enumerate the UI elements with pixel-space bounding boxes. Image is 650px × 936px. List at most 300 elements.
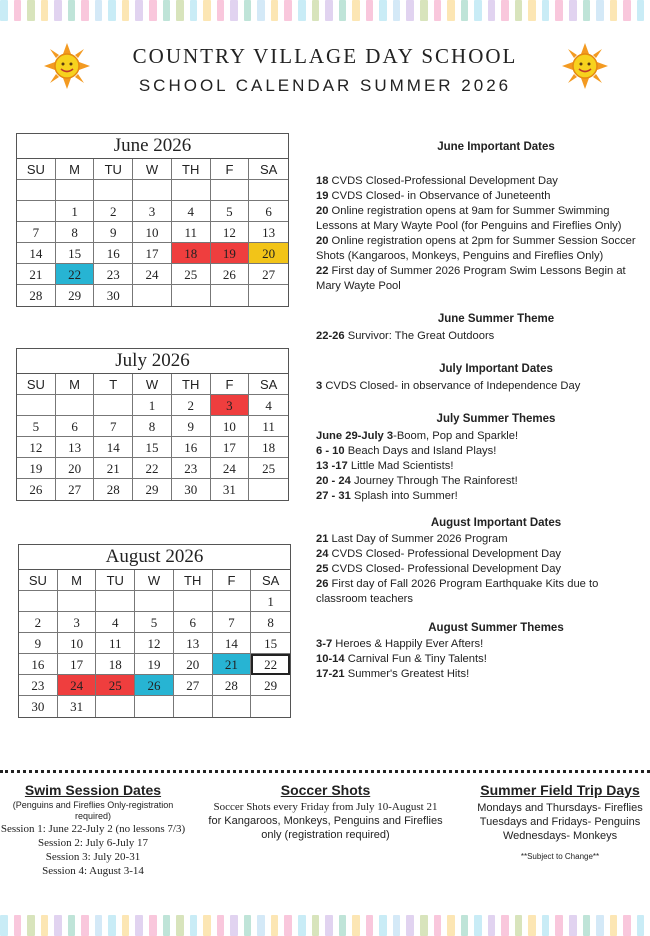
august-dates-heading: August Important Dates: [430, 517, 562, 529]
stripe-swatch: [637, 915, 645, 936]
date-entry-number: June 29-July 3: [316, 430, 394, 442]
date-entry-text: Beach Days and Island Plays!: [344, 445, 497, 457]
june-dates-list: [316, 174, 646, 294]
calendar-day: 20: [174, 654, 213, 675]
stripe-swatch: [501, 915, 509, 936]
date-entry-text: First day of Fall 2026 Program Earthquake Kits due to classroom teachers: [316, 578, 599, 605]
stripe-swatch: [41, 915, 49, 936]
calendar-day: 20: [56, 458, 95, 479]
date-entry: [316, 204, 646, 234]
stripe-swatch: [230, 915, 238, 936]
stripe-swatch: [596, 0, 604, 21]
stripe-swatch: [352, 915, 360, 936]
calendar-day: 26: [211, 264, 250, 285]
calendar-day: 15: [133, 437, 172, 458]
calendar-empty-cell: [17, 201, 56, 222]
calendar-day: 2: [19, 612, 58, 633]
calendar-day: 23: [19, 675, 58, 696]
calendar-day: 19: [211, 243, 250, 264]
stripe-swatch: [406, 915, 414, 936]
date-entry: [316, 667, 646, 682]
calendar-day: 5: [17, 416, 56, 437]
calendar-day: 3: [211, 395, 250, 416]
calendar-day: 29: [56, 285, 95, 306]
calendar-day: 9: [94, 222, 133, 243]
date-entry-number: 3: [316, 380, 323, 392]
field-trip-line: Wednesdays- Monkeys: [502, 830, 618, 842]
date-entry: [316, 547, 646, 562]
date-entry-text: CVDS Closed- Professional Development Day: [328, 548, 562, 560]
calendar-empty-cell: [19, 591, 58, 612]
calendar-june: [16, 133, 289, 307]
calendar-day: 12: [17, 437, 56, 458]
calendar-empty-cell: [96, 591, 135, 612]
calendar-empty-cell: [211, 180, 250, 201]
calendar-empty-cell: [249, 180, 288, 201]
calendar-day: 17: [211, 437, 250, 458]
date-entry-number: 13 -17: [316, 460, 348, 472]
stripe-swatch: [461, 915, 469, 936]
stripe-swatch: [583, 915, 591, 936]
calendar-empty-cell: [133, 285, 172, 306]
calendar-day: 15: [56, 243, 95, 264]
stripe-swatch: [54, 915, 62, 936]
dotted-divider: [0, 770, 650, 773]
calendar-empty-cell: [211, 285, 250, 306]
stripe-swatch: [149, 915, 157, 936]
calendar-day: 29: [251, 675, 290, 696]
calendar-day: 18: [249, 437, 288, 458]
calendar-day: 4: [96, 612, 135, 633]
calendar-empty-cell: [249, 479, 288, 500]
date-entry: [316, 234, 646, 264]
calendar-day: 30: [172, 479, 211, 500]
date-entry-text: Heroes & Happily Ever Afters!: [332, 638, 484, 650]
field-trip-line: Tuesdays and Fridays- Penguins: [479, 816, 641, 828]
date-entry-number: 22: [316, 265, 329, 277]
july-themes-heading: July Summer Themes: [436, 413, 556, 425]
calendar-day: 23: [94, 264, 133, 285]
weekday-header: TH: [172, 374, 211, 395]
date-entry-number: 3-7: [316, 638, 333, 650]
stripe-swatch: [284, 915, 292, 936]
calendar-empty-cell: [174, 591, 213, 612]
date-entry: [316, 532, 646, 547]
stripe-swatch: [610, 915, 618, 936]
stripe-swatch: [271, 915, 279, 936]
calendar-day: 30: [94, 285, 133, 306]
soccer-shots-section: [198, 782, 453, 842]
stripe-swatch: [203, 0, 211, 21]
june-theme-list: [316, 329, 646, 344]
date-entry: [316, 264, 646, 294]
date-entry: [316, 474, 646, 489]
date-entry-text: Carnival Fun & Tiny Talents!: [344, 653, 487, 665]
soccer-line: Soccer Shots every Friday from July 10-August 21: [213, 801, 438, 813]
calendar-empty-cell: [17, 395, 56, 416]
stripe-swatch: [190, 915, 198, 936]
calendar-day: 16: [19, 654, 58, 675]
calendar-day: 22: [251, 654, 290, 675]
stripe-swatch: [420, 915, 428, 936]
stripe-swatch: [122, 915, 130, 936]
weekday-header: T: [94, 374, 133, 395]
calendar-day: 25: [96, 675, 135, 696]
stripe-swatch: [461, 0, 469, 21]
calendar-day: 18: [96, 654, 135, 675]
stripe-swatch: [95, 0, 103, 21]
stripe-swatch: [190, 0, 198, 21]
calendar-day: 17: [133, 243, 172, 264]
stripe-swatch: [366, 0, 374, 21]
weekday-header: SA: [249, 159, 288, 180]
weekday-header: M: [58, 570, 97, 591]
stripe-swatch: [122, 0, 130, 21]
weekday-header: TU: [96, 570, 135, 591]
date-entry-text: Summer's Greatest Hits!: [344, 668, 470, 680]
calendar-day: 14: [213, 633, 252, 654]
stripe-swatch: [434, 915, 442, 936]
stripe-swatch: [135, 0, 143, 21]
field-trip-section: [470, 782, 650, 861]
calendar-empty-cell: [172, 180, 211, 201]
date-entry-text: CVDS Closed-Professional Development Day: [328, 175, 558, 187]
date-entry-text: CVDS Closed- Professional Development Day: [328, 563, 562, 575]
calendar-day: 1: [56, 201, 95, 222]
weekday-header: TH: [172, 159, 211, 180]
stripe-swatch: [230, 0, 238, 21]
calendar-day: 16: [94, 243, 133, 264]
stripe-swatch: [447, 0, 455, 21]
date-entry-number: 24: [316, 548, 329, 560]
calendar-day: 24: [58, 675, 97, 696]
weekday-header: W: [133, 374, 172, 395]
calendar-day: 4: [249, 395, 288, 416]
calendar-day: 25: [172, 264, 211, 285]
stripe-swatch: [0, 0, 8, 21]
stripe-swatch: [312, 0, 320, 21]
calendar-day: 26: [135, 675, 174, 696]
stripe-swatch: [108, 915, 116, 936]
calendar-grid: [17, 374, 288, 500]
stripe-swatch: [176, 915, 184, 936]
stripe-swatch: [379, 915, 387, 936]
date-entry-text: Splash into Summer!: [350, 490, 458, 502]
calendar-day: 22: [56, 264, 95, 285]
stripe-swatch: [163, 915, 171, 936]
stripe-swatch: [217, 0, 225, 21]
stripe-swatch: [176, 0, 184, 21]
calendar-august: [18, 544, 291, 718]
stripe-swatch: [14, 915, 22, 936]
stripe-swatch: [420, 0, 428, 21]
stripe-swatch: [515, 0, 523, 21]
stripe-swatch: [501, 0, 509, 21]
field-trip-heading: Summer Field Trip Days: [480, 782, 640, 798]
august-themes-list: [316, 637, 646, 682]
weekday-header: F: [211, 374, 250, 395]
calendar-empty-cell: [56, 395, 95, 416]
calendar-day: 25: [249, 458, 288, 479]
stripe-swatch: [393, 0, 401, 21]
stripe-swatch: [555, 0, 563, 21]
calendar-empty-cell: [135, 696, 174, 717]
date-entry-number: 20: [316, 235, 329, 247]
swim-session-line: Session 3: July 20-31: [45, 851, 141, 863]
calendar-day: 5: [211, 201, 250, 222]
stripe-swatch: [555, 915, 563, 936]
stripe-swatch: [257, 915, 265, 936]
calendar-day: 31: [58, 696, 97, 717]
date-entry-number: 20: [316, 205, 329, 217]
calendar-day: 14: [17, 243, 56, 264]
date-entry-number: 26: [316, 578, 329, 590]
calendar-day: 13: [56, 437, 95, 458]
calendar-day: 28: [17, 285, 56, 306]
calendar-day: 11: [172, 222, 211, 243]
top-color-stripe: [0, 0, 650, 21]
calendar-july: [16, 348, 289, 501]
calendar-day: 31: [211, 479, 250, 500]
calendar-grid: [17, 159, 288, 306]
stripe-swatch: [203, 915, 211, 936]
calendar-day: 10: [133, 222, 172, 243]
date-entry: [316, 459, 646, 474]
stripe-swatch: [244, 915, 252, 936]
calendar-day: 8: [251, 612, 290, 633]
calendar-day: 17: [58, 654, 97, 675]
stripe-swatch: [271, 0, 279, 21]
date-entry-text: Survivor: The Great Outdoors: [344, 330, 495, 342]
calendar-day: 19: [17, 458, 56, 479]
august-dates-list: [316, 532, 646, 607]
weekday-header: SU: [17, 159, 56, 180]
calendar-day: 24: [133, 264, 172, 285]
date-entry: [316, 379, 646, 394]
calendar-day: 21: [94, 458, 133, 479]
swim-heading: Swim Session Dates: [24, 782, 162, 798]
stripe-swatch: [325, 0, 333, 21]
calendar-empty-cell: [249, 285, 288, 306]
calendar-day: 10: [58, 633, 97, 654]
calendar-day: 20: [249, 243, 288, 264]
calendar-day: 16: [172, 437, 211, 458]
calendar-month-title: August 2026: [19, 545, 290, 570]
stripe-swatch: [623, 0, 631, 21]
date-entry-number: 17-21: [316, 668, 345, 680]
date-entry: [316, 444, 646, 459]
bottom-color-stripe: [0, 915, 650, 936]
school-name: COUNTRY VILLAGE DAY SCHOOL: [132, 44, 518, 68]
swim-note: (Penguins and Fireflies Only-registration required): [12, 800, 174, 821]
stripe-swatch: [623, 915, 631, 936]
calendar-day: 8: [133, 416, 172, 437]
calendar-empty-cell: [94, 395, 133, 416]
stripe-swatch: [515, 915, 523, 936]
date-entry-number: 22-26: [316, 330, 345, 342]
stripe-swatch: [298, 915, 306, 936]
date-entry: [316, 637, 646, 652]
date-entry-text: CVDS Closed- in Observance of Juneteenth: [328, 190, 551, 202]
calendar-day: 28: [213, 675, 252, 696]
calendar-day: 30: [19, 696, 58, 717]
stripe-swatch: [41, 0, 49, 21]
calendar-day: 6: [56, 416, 95, 437]
weekday-header: TH: [174, 570, 213, 591]
calendar-day: 27: [249, 264, 288, 285]
stripe-swatch: [569, 915, 577, 936]
calendar-empty-cell: [135, 591, 174, 612]
weekday-header: SU: [17, 374, 56, 395]
calendar-day: 12: [135, 633, 174, 654]
stripe-swatch: [637, 0, 645, 21]
calendar-empty-cell: [251, 696, 290, 717]
date-entry-text: Online registration opens at 2pm for Summer Session Soccer Shots (Kangaroos, Monkeys, Penguins and Fireflies Only): [316, 235, 636, 262]
stripe-swatch: [14, 0, 22, 21]
stripe-swatch: [0, 915, 8, 936]
calendar-day: 18: [172, 243, 211, 264]
stripe-swatch: [81, 0, 89, 21]
date-entry-number: 18: [316, 175, 329, 187]
calendar-empty-cell: [96, 696, 135, 717]
stripe-swatch: [447, 915, 455, 936]
stripe-swatch: [488, 0, 496, 21]
calendar-day: 4: [172, 201, 211, 222]
date-entry-number: 6 - 10: [316, 445, 345, 457]
stripe-swatch: [27, 915, 35, 936]
calendar-empty-cell: [213, 591, 252, 612]
date-entry-text: CVDS Closed- in observance of Independence Day: [322, 380, 581, 392]
calendar-day: 1: [133, 395, 172, 416]
swim-session-line: Session 2: July 6-July 17: [37, 837, 148, 849]
calendar-day: 6: [249, 201, 288, 222]
calendar-day: 14: [94, 437, 133, 458]
july-themes-list: [316, 429, 646, 504]
stripe-swatch: [474, 0, 482, 21]
weekday-header: W: [133, 159, 172, 180]
date-entry: [316, 489, 646, 504]
soccer-line: for Kangaroos, Monkeys, Penguins and Fireflies only (registration required): [208, 815, 443, 841]
stripe-swatch: [95, 915, 103, 936]
weekday-header: SA: [251, 570, 290, 591]
calendar-day: 7: [94, 416, 133, 437]
calendar-day: 2: [94, 201, 133, 222]
calendar-empty-cell: [56, 180, 95, 201]
calendar-day: 7: [17, 222, 56, 243]
calendar-day: 9: [19, 633, 58, 654]
calendar-empty-cell: [133, 180, 172, 201]
stripe-swatch: [339, 915, 347, 936]
date-entry: [316, 174, 646, 189]
calendar-day: 6: [174, 612, 213, 633]
calendar-day: 27: [56, 479, 95, 500]
calendar-day: 3: [133, 201, 172, 222]
date-entry: [316, 189, 646, 204]
calendar-empty-cell: [17, 180, 56, 201]
stripe-swatch: [406, 0, 414, 21]
weekday-header: SA: [249, 374, 288, 395]
calendar-grid: [19, 570, 290, 717]
stripe-swatch: [528, 0, 536, 21]
stripe-swatch: [542, 915, 550, 936]
important-dates-panel: [316, 140, 646, 682]
date-entry-text: -Boom, Pop and Sparkle!: [393, 430, 519, 442]
stripe-swatch: [217, 915, 225, 936]
august-themes-heading: August Summer Themes: [428, 622, 564, 634]
stripe-swatch: [379, 0, 387, 21]
stripe-swatch: [54, 0, 62, 21]
stripe-swatch: [244, 0, 252, 21]
field-trip-line: Mondays and Thursdays- Fireflies: [477, 802, 643, 814]
weekday-header: F: [213, 570, 252, 591]
weekday-header: F: [211, 159, 250, 180]
calendar-empty-cell: [172, 285, 211, 306]
calendar-day: 2: [172, 395, 211, 416]
stripe-swatch: [298, 0, 306, 21]
stripe-swatch: [312, 915, 320, 936]
subject-to-change-note: **Subject to Change**: [520, 852, 600, 861]
stripe-swatch: [284, 0, 292, 21]
stripe-swatch: [149, 0, 157, 21]
calendar-day: 26: [17, 479, 56, 500]
date-entry-number: 19: [316, 190, 329, 202]
stripe-swatch: [583, 0, 591, 21]
calendar-day: 15: [251, 633, 290, 654]
calendar-day: 1: [251, 591, 290, 612]
date-entry-text: First day of Summer 2026 Program Swim Lessons Begin at Mary Wayte Pool: [316, 265, 626, 292]
stripe-swatch: [352, 0, 360, 21]
calendar-day: 12: [211, 222, 250, 243]
calendar-day: 11: [249, 416, 288, 437]
calendar-month-title: June 2026: [17, 134, 288, 159]
date-entry-text: Online registration opens at 9am for Summer Swimming Lessons at Mary Wayte Pool (for Penguins and Fireflies Only): [316, 205, 622, 232]
stripe-swatch: [474, 915, 482, 936]
stripe-swatch: [542, 0, 550, 21]
stripe-swatch: [163, 0, 171, 21]
stripe-swatch: [27, 0, 35, 21]
july-dates-heading: July Important Dates: [439, 363, 553, 375]
calendar-day: 11: [96, 633, 135, 654]
date-entry: [316, 562, 646, 577]
stripe-swatch: [434, 0, 442, 21]
date-entry-text: Last Day of Summer 2026 Program: [328, 533, 508, 545]
stripe-swatch: [339, 0, 347, 21]
calendar-month-title: July 2026: [17, 349, 288, 374]
stripe-swatch: [135, 915, 143, 936]
swim-session-section: [0, 782, 186, 878]
june-dates-heading: June Important Dates: [437, 141, 555, 153]
calendar-day: 8: [56, 222, 95, 243]
page-subtitle: SCHOOL CALENDAR SUMMER 2026: [138, 76, 512, 95]
calendar-day: 5: [135, 612, 174, 633]
stripe-swatch: [528, 915, 536, 936]
stripe-swatch: [257, 0, 265, 21]
calendar-day: 9: [172, 416, 211, 437]
calendar-day: 19: [135, 654, 174, 675]
calendar-empty-cell: [174, 696, 213, 717]
date-entry-number: 10-14: [316, 653, 345, 665]
calendar-day: 23: [172, 458, 211, 479]
stripe-swatch: [325, 915, 333, 936]
date-entry: [316, 329, 646, 344]
weekday-header: TU: [94, 159, 133, 180]
swim-session-line: Session 4: August 3-14: [42, 865, 144, 877]
calendar-empty-cell: [58, 591, 97, 612]
calendar-day: 21: [213, 654, 252, 675]
stripe-swatch: [596, 915, 604, 936]
calendar-day: 21: [17, 264, 56, 285]
stripe-swatch: [610, 0, 618, 21]
